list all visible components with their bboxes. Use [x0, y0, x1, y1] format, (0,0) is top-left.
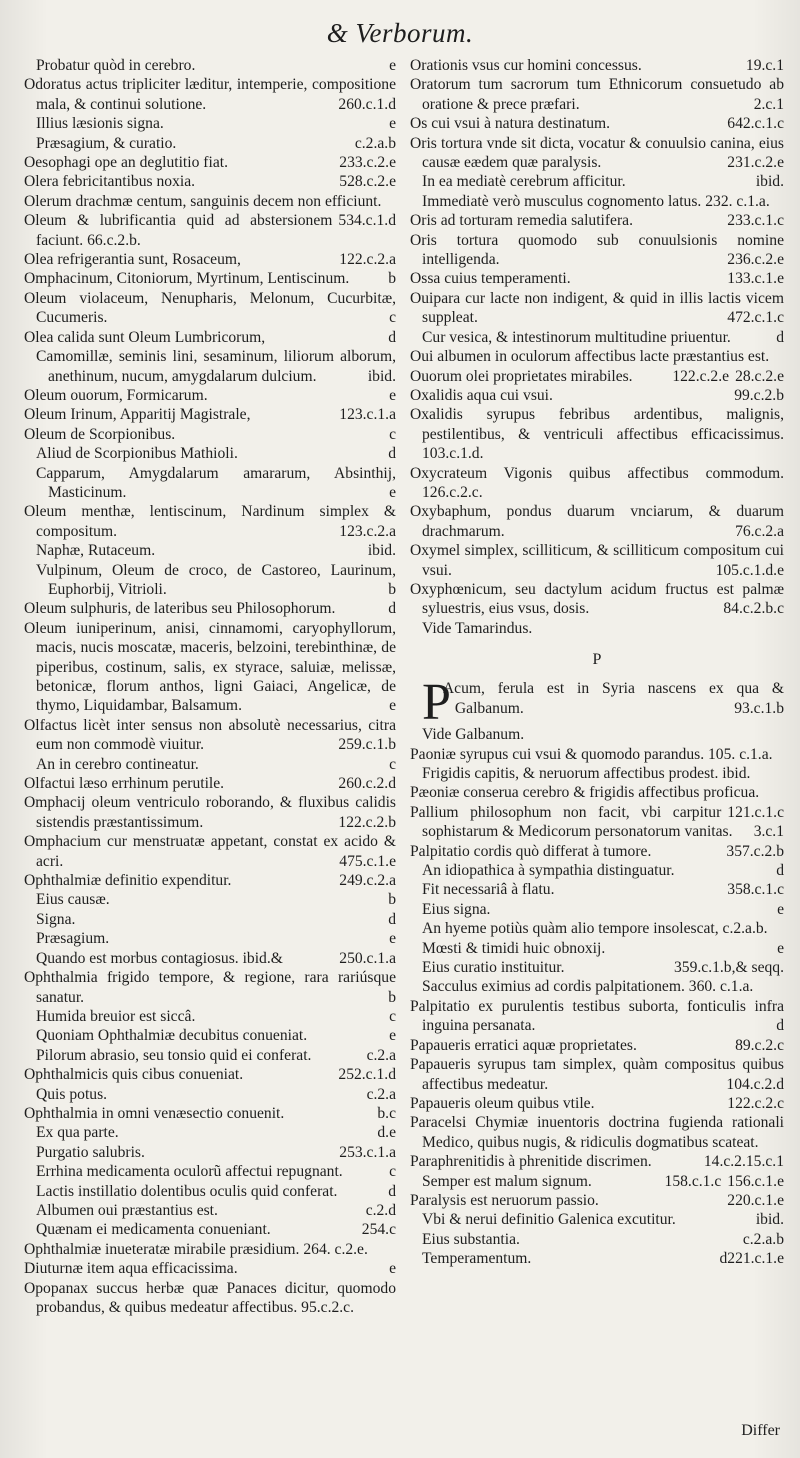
index-entry: [410, 997, 784, 1036]
index-entry: [24, 250, 396, 269]
entry-reference: c: [389, 755, 396, 773]
index-entry: [410, 745, 784, 764]
index-entry: [410, 231, 784, 270]
index-entry: [410, 880, 784, 899]
entry-reference: 472.c.1.c: [727, 309, 784, 327]
entry-reference: 123.c.1.a: [339, 406, 396, 424]
entry-reference: 122.c.2.a: [339, 251, 396, 269]
right-entries-p: [410, 725, 784, 1268]
entry-reference: e: [777, 900, 784, 918]
entry-text: Ex qua parte.: [36, 1124, 119, 1142]
entry-text: Sacculus eximius ad cordis palpitationem. 360. c.1.a.: [422, 978, 754, 996]
entry-reference: 121.c.1.c: [727, 803, 784, 821]
entry-text: Vide Galbanum.: [422, 726, 525, 744]
catchword: Differ: [741, 1422, 780, 1439]
entry-reference: 76.c.2.a: [735, 522, 784, 540]
index-entry-first-p: [410, 674, 784, 732]
entry-reference: e: [389, 1260, 396, 1278]
entry-reference: 250.c.1.a: [339, 949, 396, 967]
entry-reference: d: [776, 862, 784, 880]
entry-text: An idiopathica à sympathia distinguatur.: [422, 862, 675, 880]
entry-text: Quando est morbus contagiosus. ibid.&: [36, 949, 283, 967]
index-entry: [24, 1065, 396, 1084]
entry-reference: 123.c.2.a: [339, 522, 396, 540]
entry-reference: d.e: [377, 1124, 396, 1142]
section-letter-heading: P: [592, 651, 602, 669]
index-entry: [24, 716, 396, 755]
index-entry: [410, 541, 784, 580]
index-entry: [410, 1191, 784, 1210]
entry-reference: 99.c.2.b: [734, 386, 784, 404]
entry-text: Oleum de Scorpionibus.: [24, 425, 176, 443]
entry-text: Vide Tamarindus.: [422, 619, 533, 637]
index-entry: [24, 56, 396, 75]
index-entry: [24, 1026, 396, 1045]
entry-reference: 252.c.1.d: [338, 1066, 396, 1084]
index-entry: [24, 832, 396, 871]
index-entry: [410, 386, 784, 405]
index-entry: [24, 172, 396, 191]
entry-reference: 14.c.2.15.c.1: [703, 1153, 784, 1171]
entry-reference: b: [388, 580, 396, 598]
index-entry: [24, 541, 396, 560]
entry-text: Fit necessariâ à flatu.: [422, 881, 555, 899]
entry-reference: 253.c.1.a: [339, 1143, 396, 1161]
index-entry: [410, 464, 784, 503]
index-entry: [410, 56, 784, 75]
index-entry: [410, 725, 784, 744]
entry-reference: 122.c.2.b: [338, 813, 396, 831]
entry-text: Camomillæ, seminis lini, sesaminum, liliorum alborum, anethinum, nucum, amygdalarum dulcium.: [36, 348, 396, 385]
entry-reference: ibid.: [755, 173, 784, 191]
entry-reference: 122.c.2.e: [672, 367, 730, 385]
entry-text: Oris tortura quomodo sub conuulsionis nomine intelligenda.: [410, 231, 784, 269]
index-entry: [24, 1143, 396, 1162]
entry-text: Olfactus licèt inter sensus non absolutè necessarius, citra eum non commodè viuitur.: [24, 716, 396, 754]
index-entry: [410, 1036, 784, 1055]
entry-reference: d: [388, 328, 396, 346]
right-entries-o: [410, 56, 784, 638]
index-entry: [410, 580, 784, 619]
index-entry: [24, 502, 396, 541]
index-entry: [24, 1007, 396, 1026]
index-entry: [410, 405, 784, 463]
entry-reference: 220.c.1.e: [727, 1191, 784, 1209]
entry-text: An in cerebro contineatur.: [36, 755, 199, 773]
entry-text: Humida breuior est siccâ.: [36, 1007, 196, 1025]
entry-text: Quis potus.: [36, 1085, 108, 1103]
entry-text: Errhina medicamenta oculorũ affectui repugnant.: [36, 1163, 343, 1181]
index-entry: [24, 774, 396, 793]
entry-text: Olfactui læso errhinum perutile.: [24, 775, 225, 793]
entry-text: Immediatè verò musculus cognomento latus. 232. c.1.a.: [422, 192, 770, 210]
entry-reference: c.2.d: [365, 1201, 396, 1219]
entry-reference: c: [389, 425, 396, 443]
entry-text: Temperamentum.: [422, 1250, 532, 1268]
index-entry: [24, 1279, 396, 1318]
entry-reference: 133.c.1.e: [727, 270, 784, 288]
index-entry: [410, 367, 784, 386]
entry-reference: ibid.: [367, 367, 396, 385]
entry-text: Albumen oui præstantius est.: [36, 1201, 218, 1219]
index-entry: [24, 75, 396, 114]
entry-reference: c.2.a: [366, 1046, 396, 1064]
entry-reference: 260.c.2.d: [338, 775, 396, 793]
entry-text: Oxybaphum, pondus duarum vnciarum, & duarum drachmarum.: [410, 503, 784, 540]
entry-reference: ibid.: [367, 542, 396, 560]
entry-text: Illius læsionis signa.: [36, 115, 164, 133]
entry-text: Diuturnæ item aqua efficacissima.: [24, 1260, 238, 1278]
entry-text: Quoniam Ophthalmiæ decubitus conueniat.: [36, 1027, 308, 1045]
entry-text: Eius curatio instituitur.: [422, 959, 565, 977]
index-entry: [410, 172, 784, 191]
entry-text: Frigidis capitis, & neruorum affectibus prodest. ibid.: [422, 765, 751, 782]
entry-reference: b.c: [377, 1104, 396, 1122]
entry-text: Pallium philosophum non facit, vbi carpitur sophistarum & Medicorum personatorum vanitas.: [410, 803, 733, 841]
entry-reference: d: [388, 910, 396, 928]
index-entry: [410, 783, 784, 821]
index-entry: [24, 289, 396, 328]
index-entry: [24, 425, 396, 444]
index-entry: [24, 114, 396, 133]
entry-text: Quænam ei medicamenta conueniant.: [36, 1221, 271, 1239]
index-entry: [410, 977, 784, 996]
entry-text: Ossa cuius temperamenti.: [410, 270, 571, 288]
entry-text: Omphacij oleum ventriculo roborando, & fluxibus calidis sistendis præstantissimum.: [24, 794, 396, 831]
index-entry: [24, 347, 396, 386]
entry-reference: 233.c.1.c: [727, 212, 784, 230]
entry-text: Oxyphœnicum, seu dactylum acidum fructus est palmæ syluestris, eius vsus, dosis.: [410, 580, 784, 618]
entry-text: Opopanax succus herbæ quæ Panaces dicitur, quomodo probandus, & quibus medeatur affectibus. 95.c.2.c.: [24, 1279, 396, 1316]
entry-reference: c: [389, 1007, 396, 1025]
index-entry: [24, 1240, 396, 1259]
index-entry: [24, 192, 396, 230]
entry-reference: b: [388, 891, 396, 909]
entry-reference: e: [389, 115, 396, 133]
index-entry: [24, 1104, 396, 1123]
entry-text: Oleum Irinum, Apparitij Magistrale,: [24, 406, 251, 424]
index-entry: [410, 764, 784, 783]
index-entry: [410, 114, 784, 133]
index-entry: [410, 619, 784, 638]
entry-text: Omphacinum, Citoniorum, Myrtinum, Lentiscinum.: [24, 270, 350, 288]
entry-text: Acum, ferula est in Syria nascens ex qua & Galbanum.: [442, 680, 784, 717]
entry-text: Paracelsi Chymiæ inuentoris doctrina fugienda rationali Medico, quibus nugis, & ridiculis dogmatibus scateat.: [410, 1114, 784, 1151]
entry-reference: 359.c.1.b,& seqq.: [673, 959, 784, 977]
entry-text: Oris ad torturam remedia salutifera.: [410, 212, 633, 230]
entry-text: Paralysis est neruorum passio.: [410, 1191, 599, 1209]
index-entry: [24, 619, 396, 716]
entry-text: Pæoniæ conserua cerebro & frigidis affectibus proficua.: [410, 784, 760, 802]
index-entry: [24, 153, 396, 172]
entry-text: Papaueris syrupus tam simplex, quàm compositus quibus affectibus medeatur.: [410, 1056, 784, 1093]
entry-text: Paraphrenitidis à phrenitide discrimen.: [410, 1153, 652, 1171]
entry-reference: 249.c.2.a: [339, 872, 396, 890]
index-entry: [24, 1201, 396, 1220]
entry-reference: d: [776, 1017, 784, 1035]
entry-reference: 236.c.2.e: [727, 251, 784, 269]
entry-text: Cur vesica, & intestinorum multitudine priuentur.: [422, 328, 731, 346]
index-entry: [410, 328, 784, 347]
entry-text: Eius signa.: [422, 900, 491, 918]
entry-text: Os cui vsui à natura destinatum.: [410, 115, 611, 133]
entry-text: Oleum & lubrificantia quid ad abstersionem faciunt. 66.c.2.b.: [24, 212, 333, 249]
entry-text: Ouipara cur lacte non indigent, & quid in illis lactis vicem suppleat.: [410, 289, 784, 327]
entry-reference: 84.c.2.b.c: [723, 600, 784, 618]
index-entry: [24, 871, 396, 890]
entry-text: Olerum drachmæ centum, sanguinis decem non efficiunt.: [24, 192, 382, 210]
entry-reference: 233.c.2.e: [339, 154, 396, 172]
entry-text: Oleum sulphuris, de lateribus seu Philosophorum.: [24, 600, 336, 618]
entry-text: Semper est malum signum.: [422, 1172, 592, 1190]
entry-reference: d: [388, 445, 396, 463]
index-entry: [410, 939, 784, 958]
entry-reference: 254.c: [361, 1221, 396, 1239]
left-column: [24, 56, 396, 1317]
entry-text: Papaueris oleum quibus vtile.: [410, 1094, 595, 1112]
index-entry: [24, 968, 396, 1007]
index-entry: [24, 1220, 396, 1239]
entry-reference: 104.c.2.d: [726, 1075, 784, 1093]
index-entry: [410, 1055, 784, 1094]
index-entry: [24, 464, 396, 503]
entry-text: Oesophagi ope an deglutitio fiat.: [24, 154, 228, 172]
entry-text: Omphacium cur menstruatæ appetant, constat ex acido & acri.: [24, 833, 396, 870]
entry-reference: d: [388, 1182, 396, 1200]
index-entry: [410, 1230, 784, 1249]
entry-text: Præsagium, & curatio.: [36, 134, 177, 152]
entry-text: Odoratus actus tripliciter læditur, intemperie, compositione mala, & continui solutione.: [24, 76, 396, 113]
index-entry: [24, 1182, 396, 1201]
entry-reference: c: [389, 1163, 396, 1181]
entry-text: Oui albumen in oculorum affectibus lacte præstantius est.: [410, 348, 770, 366]
index-entry: [410, 1210, 784, 1229]
index-entry: [24, 1162, 396, 1181]
entry-reference: 158.c.1.c: [664, 1172, 722, 1190]
entry-text: Palpitatio ex purulentis testibus suborta, fonticulis infra inguina persanata.: [410, 997, 784, 1035]
entry-reference: d: [776, 328, 784, 346]
entry-text: Paoniæ syrupus cui vsui & quomodo parandus. 105. c.1.a.: [410, 745, 773, 763]
index-entry: [24, 328, 396, 347]
index-entry: [410, 958, 784, 977]
entry-reference: 93.c.1.b: [734, 699, 784, 717]
entry-text: Ophthalmiæ definitio expenditur.: [24, 872, 232, 890]
entry-reference: 357.c.2.b: [726, 842, 784, 860]
entry-text: Naphæ, Rutaceum.: [36, 542, 156, 560]
index-entry: [24, 929, 396, 948]
entry-text: Ophthalmia frigido tempore, & regione, rara rariúsque sanatur.: [24, 969, 396, 1006]
entry-text: Ophthalmicis quis cibus conueniat.: [24, 1066, 244, 1084]
index-entry: [410, 1249, 784, 1268]
entry-text: Papaueris erratici aquæ proprietates.: [410, 1036, 637, 1054]
running-header: & Verborum.: [326, 18, 474, 48]
index-entry: [24, 1123, 396, 1142]
entry-text: Purgatio salubris.: [36, 1143, 145, 1161]
index-entry: [410, 75, 784, 114]
entry-text: Probatur quòd in cerebro.: [36, 57, 196, 74]
entry-reference: 231.c.2.e: [727, 154, 784, 172]
entry-reference: c.2.a: [366, 1085, 396, 1103]
entry-reference: e: [777, 939, 784, 957]
entry-text: Oleum violaceum, Nenupharis, Melonum, Cucurbitæ, Cucumeris.: [24, 289, 396, 327]
entry-reference: 528.c.2.e: [339, 173, 396, 191]
entry-text: Aliud de Scorpionibus Mathioli.: [36, 445, 238, 463]
entry-text: Ophthalmiæ inueteratæ mirabile præsidium. 264. c.2.e.: [24, 1240, 368, 1258]
entry-reference: 260.c.1.d: [338, 95, 396, 113]
index-entry: [24, 405, 396, 424]
entry-reference: 642.c.1.c: [727, 115, 784, 133]
entry-reference: b: [388, 270, 396, 288]
entry-reference: 19.c.1: [745, 57, 784, 74]
entry-reference: e: [389, 386, 396, 404]
entry-text: Oratorum tum sacrorum tum Ethnicorum consuetudo ab oratione & prece præfari.: [410, 76, 784, 113]
index-entry: [24, 890, 396, 909]
entry-text: Eius causæ.: [36, 891, 110, 909]
index-entry: [24, 269, 396, 288]
entry-reference: ibid.: [755, 1211, 784, 1229]
index-entry: [410, 134, 784, 173]
entry-reference: 534.c.1.d: [338, 212, 396, 230]
entry-text: Ouorum olei proprietates mirabiles.: [410, 367, 633, 385]
entry-text: Orationis vsus cur homini concessus.: [410, 57, 642, 74]
entry-text: Oxalidis syrupus febribus ardentibus, malignis, pestilentibus, & ventriculi affectibus efficacissimus. 103.c.1.d.: [410, 406, 784, 463]
entry-text: Oxalidis aqua cui vsui.: [410, 386, 553, 404]
entry-reference: 2.c.1: [753, 95, 784, 113]
entry-reference: 156.c.1.e: [727, 1172, 784, 1190]
entry-text: An hyeme potiùs quàm alio tempore insolescat, c.2.a.b.: [422, 920, 768, 938]
entry-reference: c.2.a.b: [742, 1230, 784, 1248]
entry-text: Oleum iuniperinum, anisi, cinnamomi, caryophyllorum, macis, nucis moscatæ, maceris, belzoini, terebinthinæ, de piperibus, costinum, salis, ex styrace, saluiæ, melissæ, betonicæ, florum anthos, ligni Gaiaci, Angelicæ, de thymo, Liquidambar, Balsamum.: [24, 619, 396, 715]
entry-text: Signa.: [36, 910, 76, 928]
entry-text: Ophthalmia in omni venæsectio conuenit.: [24, 1104, 285, 1122]
index-entry: [410, 919, 784, 938]
index-entry: [24, 755, 396, 774]
entry-text: Vulpinum, Oleum de croco, de Castoreo, Laurinum, Euphorbij, Vitrioli.: [36, 561, 396, 598]
entry-text: In ea mediatè cerebrum afficitur.: [422, 173, 626, 191]
index-entry: [24, 561, 396, 600]
entry-reference: c.2.a.b: [354, 134, 396, 152]
entry-text: Præsagium.: [36, 930, 110, 948]
entry-text: Oleum menthæ, lentiscinum, Nardinum simplex & compositum.: [24, 503, 396, 540]
drop-capital: P: [422, 674, 451, 732]
index-entry: [410, 861, 784, 880]
entry-reference: d: [388, 600, 396, 618]
entry-reference: d221.c.1.e: [719, 1250, 784, 1268]
index-entry: [410, 269, 784, 288]
entry-text: Eius substantia.: [422, 1230, 520, 1248]
index-entry: [410, 502, 784, 541]
entry-reference: 89.c.2.c: [735, 1036, 784, 1054]
entry-text: Olera febricitantibus noxia.: [24, 173, 196, 191]
entry-reference: 259.c.1.b: [338, 736, 396, 754]
index-entry: [24, 444, 396, 463]
index-entry: [24, 386, 396, 405]
entry-text: Oxymel simplex, scilliticum, & scilliticum compositum cui vsui.: [410, 542, 784, 579]
index-entry: [24, 1085, 396, 1104]
index-entry: [410, 1094, 784, 1113]
entry-text: Palpitatio cordis quò differat à tumore.: [410, 842, 652, 860]
index-entry: [410, 842, 784, 861]
entry-reference: e: [389, 697, 396, 715]
entry-text: Mœsti & timidi huic obnoxij.: [422, 939, 606, 957]
entry-reference: 358.c.1.c: [727, 881, 784, 899]
entry-reference: 122.c.2.c: [727, 1094, 784, 1112]
index-entry: [410, 289, 784, 328]
index-entry: [24, 793, 396, 832]
index-entry: [24, 1259, 396, 1278]
entry-text: Olea refrigerantia sunt, Rosaceum,: [24, 251, 241, 269]
entry-reference: 105.c.1.d.e: [715, 561, 784, 579]
entry-reference: e: [389, 57, 396, 74]
index-entry: [24, 134, 396, 153]
index-entry: [24, 599, 396, 618]
entry-reference: e: [389, 1027, 396, 1045]
index-entry: [24, 949, 396, 968]
entry-reference: e: [389, 483, 396, 501]
entry-reference: b: [388, 988, 396, 1006]
entry-reference: c: [389, 309, 396, 327]
entry-text: Vbi & nerui definitio Galenica excutitur.: [422, 1211, 676, 1229]
entry-text: Capparum, Amygdalarum amararum, Absinthij, Masticinum.: [36, 464, 396, 501]
entry-reference: 475.c.1.e: [339, 852, 396, 870]
entry-text: Olea calida sunt Oleum Lumbricorum,: [24, 328, 266, 346]
index-entry: [410, 900, 784, 919]
entry-text: Oxycrateum Vigonis quibus affectibus commodum. 126.c.2.c.: [410, 464, 784, 501]
index-entry: [24, 910, 396, 929]
entry-text: Lactis instillatio dolentibus oculis quid conferat.: [36, 1182, 338, 1200]
entry-text: Oleum ouorum, Formicarum.: [24, 386, 208, 404]
index-entry: [410, 192, 784, 211]
entry-reference: 28.c.2.e: [735, 367, 784, 385]
entry-text: Oris tortura vnde sit dicta, vocatur & conuulsio canina, eius causæ eædem quæ paralysis.: [410, 134, 784, 172]
right-column: [410, 56, 784, 1269]
index-entry: [24, 1046, 396, 1065]
index-entry: [410, 211, 784, 230]
entry-reference: 3.c.1: [753, 823, 784, 841]
entry-reference: e: [389, 930, 396, 948]
entry-text: Pilorum abrasio, seu tonsio quid ei conferat.: [36, 1046, 312, 1064]
